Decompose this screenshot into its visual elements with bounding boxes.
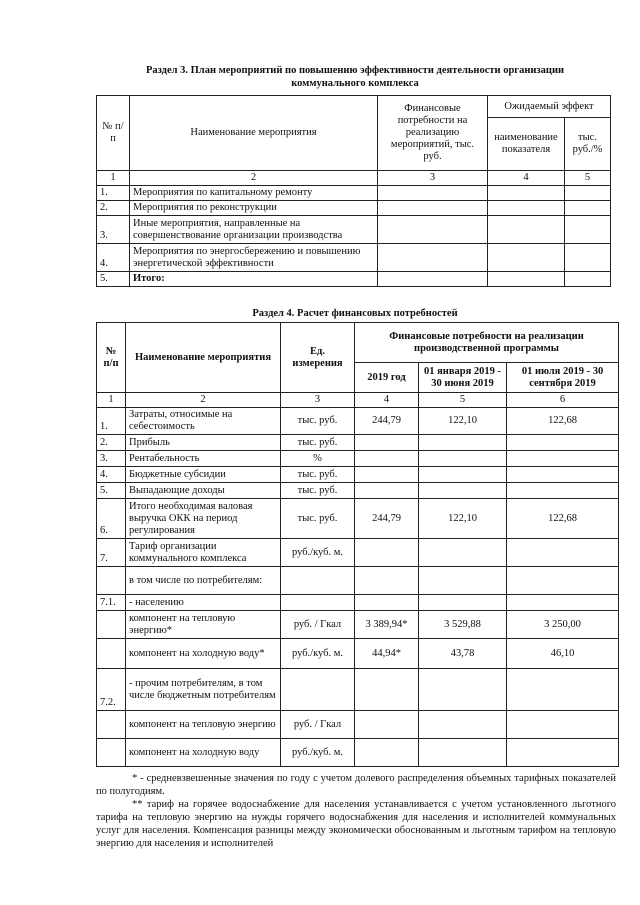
row-value-2019: 3 389,94* <box>355 611 419 639</box>
row-num: 2. <box>97 201 130 216</box>
row-num: 1. <box>97 408 126 435</box>
row-unit <box>281 595 355 611</box>
row-num: 1. <box>97 186 130 201</box>
row-name: - прочим потребителям, в том числе бюджетным потребителям <box>126 669 281 711</box>
table-row <box>97 216 611 244</box>
row-value-2019: 244,79 <box>355 408 419 435</box>
row-name: компонент на тепловую энергию* <box>126 611 281 639</box>
row-name: в том числе по потребителям: <box>126 567 281 595</box>
row-value-h1 <box>419 451 507 467</box>
row-num <box>97 639 126 669</box>
section4-table <box>96 322 619 767</box>
row-unit: руб. / Гкал <box>281 611 355 639</box>
s4-colnum-4: 4 <box>355 393 419 408</box>
row-unit: руб./куб. м. <box>281 539 355 567</box>
row-name: Тариф организации коммунального комплекса <box>126 539 281 567</box>
row-value-q3 <box>507 451 619 467</box>
s4-header-num: № п/п <box>97 323 126 393</box>
row-value-h1 <box>419 435 507 451</box>
row-unit: тыс. руб. <box>281 499 355 539</box>
row-value-h1 <box>419 467 507 483</box>
row-value-2019 <box>355 595 419 611</box>
table-row <box>97 739 619 767</box>
row-num <box>97 739 126 767</box>
table-row <box>97 483 619 499</box>
table-row <box>97 611 619 639</box>
row-num <box>97 567 126 595</box>
row-name: Мероприятия по реконструкции <box>130 201 378 216</box>
row-value-q3: 122,68 <box>507 499 619 539</box>
table-row <box>97 186 611 201</box>
s4-header-period-q3: 01 июля 2019 - 30 сентября 2019 <box>507 363 619 393</box>
s3-header-num: № п/п <box>97 96 130 171</box>
s4-colnum-3: 3 <box>281 393 355 408</box>
row-value-h1 <box>419 669 507 711</box>
s4-header-name: Наименование мероприятия <box>126 323 281 393</box>
row-unit: руб./куб. м. <box>281 639 355 669</box>
row-name: Мероприятия по капитальному ремонту <box>130 186 378 201</box>
s3-header-name: Наименование мероприятия <box>130 96 378 171</box>
row-value-h1 <box>419 567 507 595</box>
row-value-2019: 244,79 <box>355 499 419 539</box>
s4-header-unit: Ед. измерения <box>281 323 355 393</box>
row-name: компонент на холодную воду* <box>126 639 281 669</box>
s4-colnum-2: 2 <box>126 393 281 408</box>
row-value-q3 <box>507 669 619 711</box>
row-unit: тыс. руб. <box>281 483 355 499</box>
row-unit: тыс. руб. <box>281 435 355 451</box>
row-value-q3 <box>507 539 619 567</box>
row-name: - населению <box>126 595 281 611</box>
table-row <box>97 669 619 711</box>
row-value-h1: 43,78 <box>419 639 507 669</box>
row-value-q3: 46,10 <box>507 639 619 669</box>
table-row <box>97 244 611 272</box>
row-num: 3. <box>97 451 126 467</box>
s4-header-period-h1: 01 января 2019 - 30 июня 2019 <box>419 363 507 393</box>
row-unit <box>281 669 355 711</box>
row-value-h1 <box>419 739 507 767</box>
row-name: компонент на тепловую энергию <box>126 711 281 739</box>
row-value-q3 <box>507 435 619 451</box>
s4-colnum-1: 1 <box>97 393 126 408</box>
row-unit: тыс. руб. <box>281 408 355 435</box>
row-num: 6. <box>97 499 126 539</box>
s3-colnum-5: 5 <box>565 171 611 186</box>
s3-header-effect-name: наименование показателя <box>488 118 565 171</box>
row-name: Иные мероприятия, направленные на совершенствование организации производства <box>130 216 378 244</box>
row-num: 3. <box>97 216 130 244</box>
row-name: Итого: <box>130 272 378 287</box>
row-value-h1: 122,10 <box>419 408 507 435</box>
row-name: Мероприятия по энергосбережению и повышению энергетической эффективности <box>130 244 378 272</box>
row-value-q3: 3 250,00 <box>507 611 619 639</box>
row-name: Итого необходимая валовая выручка ОКК на период регулирования <box>126 499 281 539</box>
s3-colnum-3: 3 <box>378 171 488 186</box>
section3-table <box>96 95 611 287</box>
row-value-h1 <box>419 539 507 567</box>
row-unit <box>281 567 355 595</box>
row-value-2019: 44,94* <box>355 639 419 669</box>
table-row <box>97 539 619 567</box>
row-value-2019 <box>355 567 419 595</box>
row-name: Затраты, относимые на себестоимость <box>126 408 281 435</box>
row-num: 7.2. <box>97 669 126 711</box>
row-value-h1 <box>419 483 507 499</box>
row-num: 2. <box>97 435 126 451</box>
s4-colnum-5: 5 <box>419 393 507 408</box>
row-value-2019 <box>355 739 419 767</box>
row-value-2019 <box>355 435 419 451</box>
table-row <box>97 639 619 669</box>
section3-title <box>90 64 620 90</box>
row-unit: руб./куб. м. <box>281 739 355 767</box>
row-value-2019 <box>355 669 419 711</box>
row-value-h1 <box>419 711 507 739</box>
s3-header-effect: Ожидаемый эффект <box>488 96 611 118</box>
row-num: 7.1. <box>97 595 126 611</box>
row-value-q3 <box>507 483 619 499</box>
row-num: 5. <box>97 272 130 287</box>
row-num: 5. <box>97 483 126 499</box>
row-value-2019 <box>355 711 419 739</box>
row-value-h1 <box>419 595 507 611</box>
table-row <box>97 272 611 287</box>
row-value-h1: 122,10 <box>419 499 507 539</box>
s3-header-finance: Финансовые потребности на реализацию мероприятий, тыс. руб. <box>378 96 488 171</box>
table-row <box>97 499 619 539</box>
row-unit: % <box>281 451 355 467</box>
table-row <box>97 435 619 451</box>
s4-header-finance: Финансовые потребности на реализации производственной программы <box>355 323 619 363</box>
footnotes <box>96 772 616 850</box>
table-row <box>97 408 619 435</box>
s4-header-period-2019: 2019 год <box>355 363 419 393</box>
row-num: 4. <box>97 467 126 483</box>
row-value-q3 <box>507 711 619 739</box>
row-value-2019 <box>355 467 419 483</box>
s3-colnum-1: 1 <box>97 171 130 186</box>
s3-colnum-2: 2 <box>130 171 378 186</box>
row-value-q3 <box>507 467 619 483</box>
s3-colnum-4: 4 <box>488 171 565 186</box>
table-row <box>97 467 619 483</box>
row-num: 4. <box>97 244 130 272</box>
row-name: Бюджетные субсидии <box>126 467 281 483</box>
s4-colnum-6: 6 <box>507 393 619 408</box>
row-num: 7. <box>97 539 126 567</box>
row-name: Рентабельность <box>126 451 281 467</box>
s3-header-effect-value: тыс. руб./% <box>565 118 611 171</box>
row-value-q3 <box>507 739 619 767</box>
row-value-q3 <box>507 567 619 595</box>
row-name: Выпадающие доходы <box>126 483 281 499</box>
table-row <box>97 567 619 595</box>
table-row <box>97 451 619 467</box>
section4-title: Раздел 4. Расчет финансовых потребностей <box>252 308 458 319</box>
row-value-2019 <box>355 483 419 499</box>
row-name: компонент на холодную воду <box>126 739 281 767</box>
row-num <box>97 711 126 739</box>
row-unit: руб. / Гкал <box>281 711 355 739</box>
table-row <box>97 711 619 739</box>
row-value-q3 <box>507 595 619 611</box>
footnote-1: * - средневзвешенные значения по году с учетом долевого распределения объемных тарифных показателей по полугодиям. <box>96 773 616 797</box>
row-value-2019 <box>355 539 419 567</box>
row-num <box>97 611 126 639</box>
table-row <box>97 595 619 611</box>
section3-title-line2: коммунального комплекса <box>291 78 419 89</box>
row-name: Прибыль <box>126 435 281 451</box>
row-value-2019 <box>355 451 419 467</box>
row-unit: тыс. руб. <box>281 467 355 483</box>
row-value-q3: 122,68 <box>507 408 619 435</box>
footnote-2: ** тариф на горячее водоснабжение для населения устанавливается с учетом установленного льготного тарифа на тепловую энергию на нужды горячего водоснабжения для населения и исполнителей коммунальных услуг для населения. Компенсация разницы между экономически обоснованным и льготным тарифом на тепловую энергию для населения и исполнителей <box>96 799 616 849</box>
row-value-h1: 3 529,88 <box>419 611 507 639</box>
section3-title-line1: Раздел 3. План мероприятий по повышению эффективности деятельности организации <box>145 65 565 76</box>
table-row <box>97 201 611 216</box>
